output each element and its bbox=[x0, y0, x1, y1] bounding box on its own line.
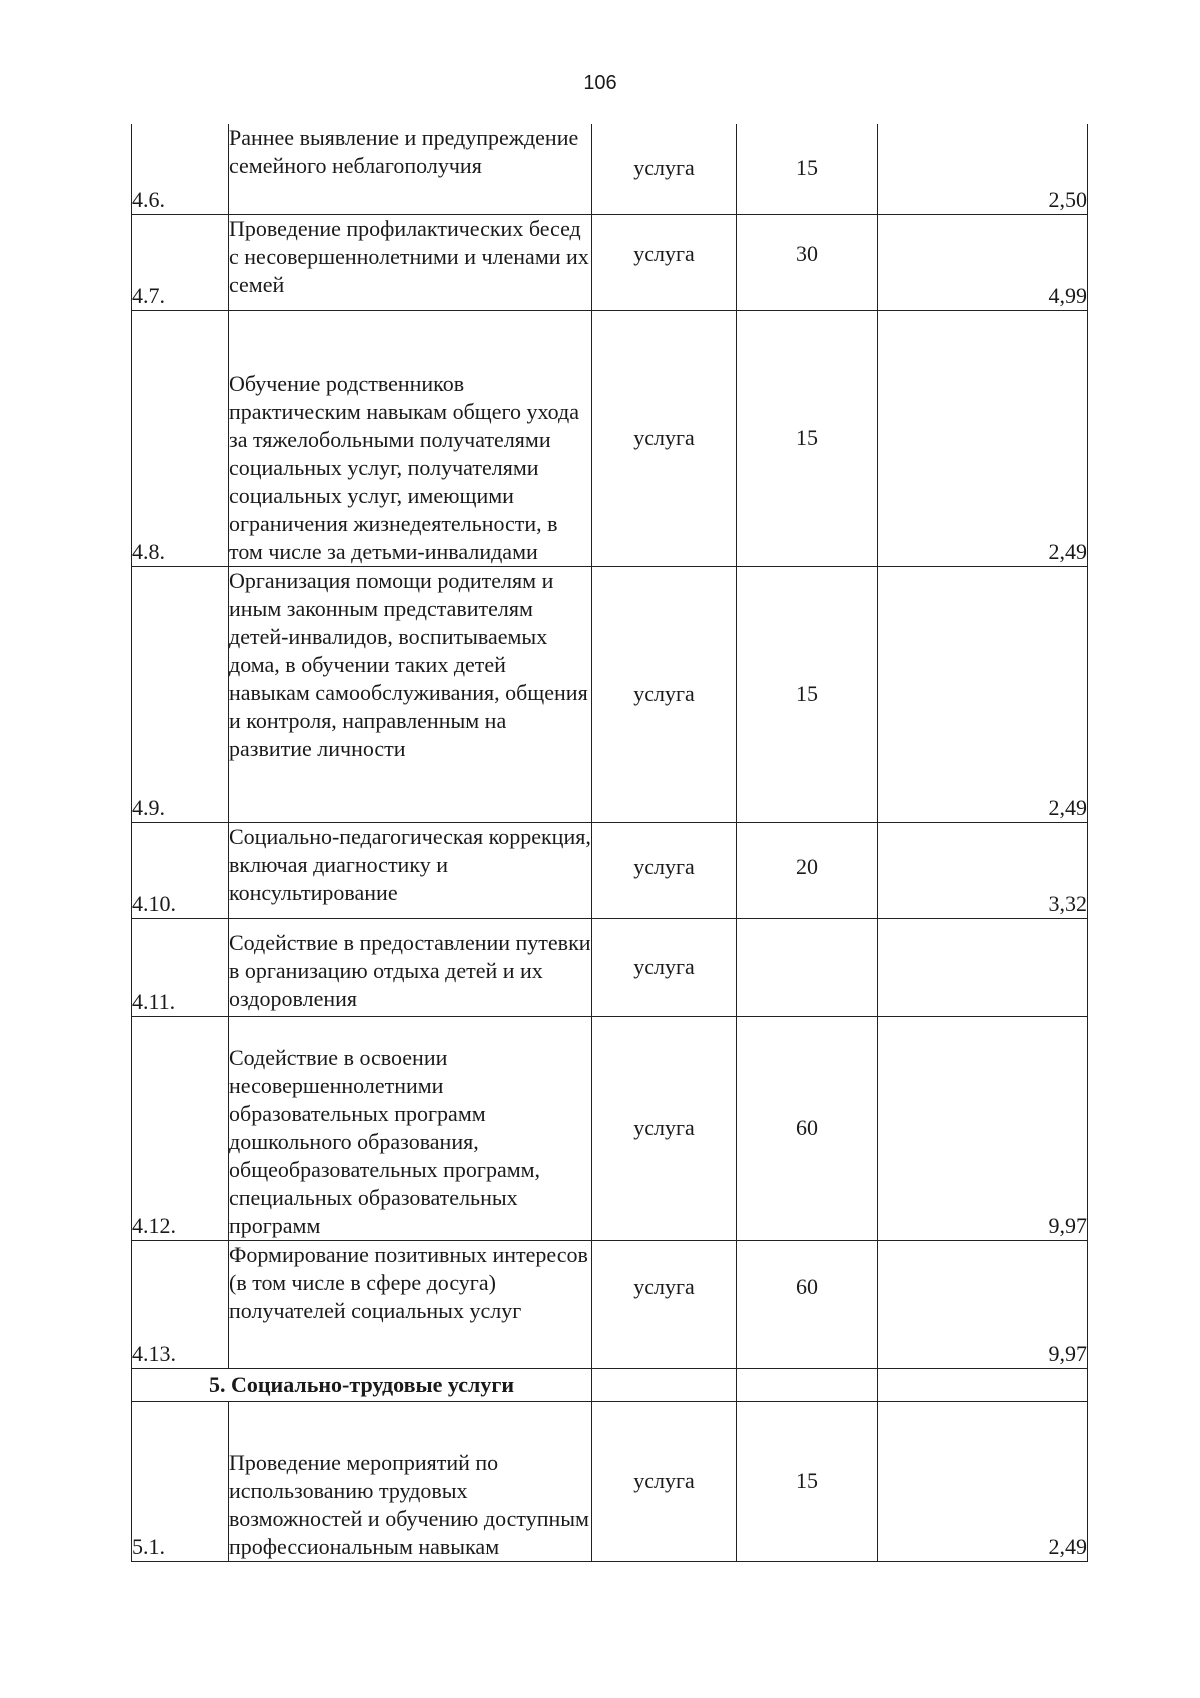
service-name: Раннее выявление и предупреждение семейного неблагополучия bbox=[229, 124, 592, 214]
table-row bbox=[132, 918, 1088, 1016]
row-number: 4.6. bbox=[132, 124, 229, 214]
row-number: 4.13. bbox=[132, 1240, 229, 1368]
section-empty-cell bbox=[592, 1368, 737, 1401]
price: 4,99 bbox=[878, 214, 1088, 310]
table-row bbox=[132, 1016, 1088, 1240]
table-row bbox=[132, 310, 1088, 566]
services-table bbox=[131, 124, 1088, 1562]
section-title: 5. Социально-трудовые услуги bbox=[132, 1368, 592, 1401]
unit: услуга bbox=[592, 124, 737, 214]
section-empty-cell bbox=[878, 1368, 1088, 1401]
page-number: 106 bbox=[583, 72, 617, 94]
unit: услуга bbox=[592, 822, 737, 918]
section-empty-cell bbox=[737, 1368, 878, 1401]
service-name: Формирование позитивных интересов (в том числе в сфере досуга) получателей социальных услуг bbox=[229, 1240, 592, 1368]
row-number: 4.7. bbox=[132, 214, 229, 310]
row-number: 4.9. bbox=[132, 566, 229, 822]
price: 2,49 bbox=[878, 1401, 1088, 1561]
norm: 30 bbox=[737, 214, 878, 310]
norm: 20 bbox=[737, 822, 878, 918]
norm bbox=[737, 918, 878, 1016]
price: 9,97 bbox=[878, 1240, 1088, 1368]
price: 2,50 bbox=[878, 124, 1088, 214]
table-row bbox=[132, 214, 1088, 310]
unit: услуга bbox=[592, 918, 737, 1016]
price: 2,49 bbox=[878, 310, 1088, 566]
row-number: 4.11. bbox=[132, 918, 229, 1016]
section-row bbox=[132, 1368, 1088, 1401]
row-number: 4.12. bbox=[132, 1016, 229, 1240]
service-name: Социально-педагогическая коррекция, включая диагностику и консультирование bbox=[229, 822, 592, 918]
table-row bbox=[132, 566, 1088, 822]
unit: услуга bbox=[592, 214, 737, 310]
unit: услуга bbox=[592, 310, 737, 566]
unit: услуга bbox=[592, 1240, 737, 1368]
norm: 15 bbox=[737, 1401, 878, 1561]
service-name: Содействие в освоении несовершеннолетними образовательных программ дошкольного образования, общеобразовательных программ, специальных образовательных программ bbox=[229, 1016, 592, 1240]
row-number: 5.1. bbox=[132, 1401, 229, 1561]
norm: 15 bbox=[737, 566, 878, 822]
price: 9,97 bbox=[878, 1016, 1088, 1240]
unit: услуга bbox=[592, 566, 737, 822]
service-name: Проведение профилактических бесед с несовершеннолетними и членами их семей bbox=[229, 214, 592, 310]
price: 3,32 bbox=[878, 822, 1088, 918]
row-number: 4.8. bbox=[132, 310, 229, 566]
table-row bbox=[132, 1401, 1088, 1561]
unit: услуга bbox=[592, 1016, 737, 1240]
service-name: Обучение родственников практическим навыкам общего ухода за тяжелобольными получателями социальных услуг, получателями социальных услуг, имеющими ограничения жизнедеятельности, в том числе за детьми-инвалидами bbox=[229, 310, 592, 566]
service-name: Содействие в предоставлении путевки в организацию отдыха детей и их оздоровления bbox=[229, 918, 592, 1016]
table-row bbox=[132, 822, 1088, 918]
row-number: 4.10. bbox=[132, 822, 229, 918]
service-name: Организация помощи родителям и иным законным представителям детей-инвалидов, воспитываемых дома, в обучении таких детей навыкам самообслуживания, общения и контроля, направленным на развитие личности bbox=[229, 566, 592, 822]
table-row bbox=[132, 124, 1088, 214]
price bbox=[878, 918, 1088, 1016]
table-row bbox=[132, 1240, 1088, 1368]
norm: 60 bbox=[737, 1016, 878, 1240]
norm: 15 bbox=[737, 124, 878, 214]
price: 2,49 bbox=[878, 566, 1088, 822]
unit: услуга bbox=[592, 1401, 737, 1561]
norm: 15 bbox=[737, 310, 878, 566]
service-name: Проведение мероприятий по использованию трудовых возможностей и обучению доступным профессиональным навыкам bbox=[229, 1401, 592, 1561]
norm: 60 bbox=[737, 1240, 878, 1368]
